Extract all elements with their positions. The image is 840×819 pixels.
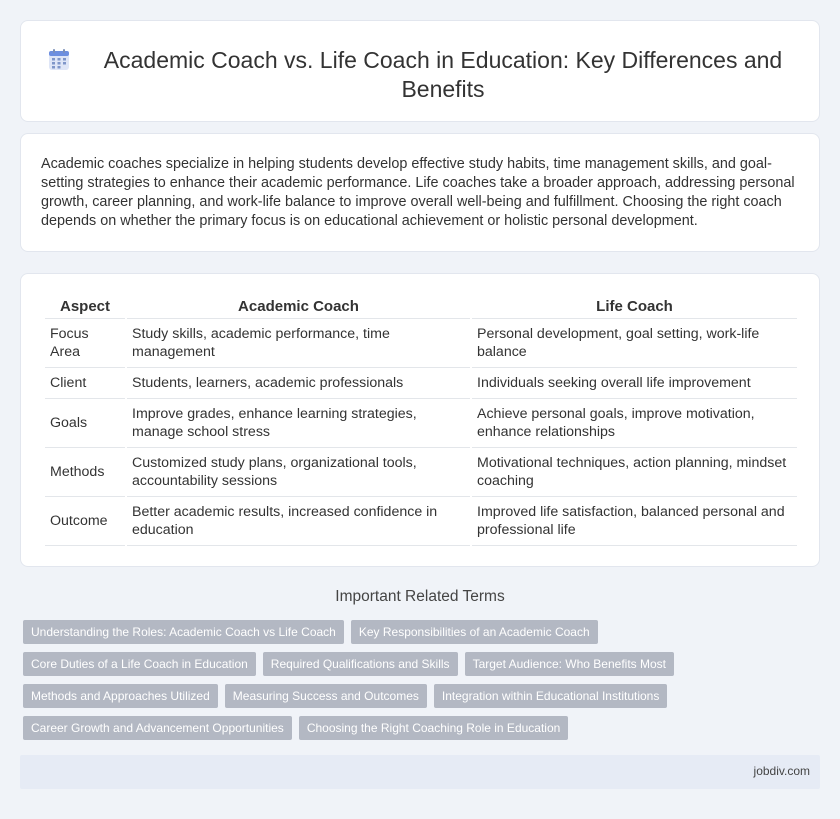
comparison-card — [20, 273, 820, 567]
table-row — [45, 448, 797, 497]
related-term-tag[interactable]: Choosing the Right Coaching Role in Education — [299, 716, 569, 740]
calendar-icon — [47, 48, 71, 72]
aspect-cell: Client — [45, 368, 125, 399]
tag-row — [23, 716, 823, 740]
table-row — [45, 399, 797, 448]
life-coach-cell: Achieve personal goals, improve motivation, enhance relationships — [472, 399, 797, 448]
related-term-tag[interactable]: Methods and Approaches Utilized — [23, 684, 218, 708]
academic-coach-cell: Customized study plans, organizational tools, accountability sessions — [127, 448, 470, 497]
tag-row — [23, 684, 823, 708]
tag-row — [23, 652, 823, 676]
intro-card — [20, 133, 820, 252]
header-life-coach: Life Coach — [472, 295, 797, 319]
tag-row — [23, 620, 823, 644]
life-coach-cell: Individuals seeking overall life improvement — [472, 368, 797, 399]
related-term-tag[interactable]: Career Growth and Advancement Opportunities — [23, 716, 292, 740]
comparison-table — [43, 295, 799, 546]
intro-paragraph: Academic coaches specialize in helping students develop effective study habits, time management skills, and goal-setting strategies to enhance their academic performance. Life coaches take a broader approach, addressing personal growth, career planning, and work-life balance to improve overall well-being and fulfillment. Choosing the right coach depends on whether the primary focus is on educational achievement or holistic personal development. — [41, 156, 795, 229]
related-term-tag[interactable]: Measuring Success and Outcomes — [225, 684, 427, 708]
related-terms-title: Important Related Terms — [335, 588, 505, 605]
related-term-tag[interactable]: Required Qualifications and Skills — [263, 652, 458, 676]
header-academic-coach: Academic Coach — [127, 295, 470, 319]
academic-coach-cell: Improve grades, enhance learning strategies, manage school stress — [127, 399, 470, 448]
related-term-tag[interactable]: Key Responsibilities of an Academic Coach — [351, 620, 598, 644]
academic-coach-cell: Study skills, academic performance, time management — [127, 319, 470, 368]
table-header-row — [45, 295, 797, 319]
page-title: Academic Coach vs. Life Coach in Education: Key Differences and Benefits — [103, 47, 783, 102]
life-coach-cell: Improved life satisfaction, balanced personal and professional life — [472, 497, 797, 546]
table-row — [45, 497, 797, 546]
related-terms-list — [23, 620, 823, 748]
table-row — [45, 368, 797, 399]
related-term-tag[interactable]: Integration within Educational Institutions — [434, 684, 667, 708]
related-term-tag[interactable]: Target Audience: Who Benefits Most — [465, 652, 674, 676]
academic-coach-cell: Better academic results, increased confidence in education — [127, 497, 470, 546]
aspect-cell: Focus Area — [45, 319, 125, 368]
aspect-cell: Goals — [45, 399, 125, 448]
footer-site-link[interactable]: jobdiv.com — [753, 764, 810, 778]
life-coach-cell: Motivational techniques, action planning, mindset coaching — [472, 448, 797, 497]
table-row — [45, 319, 797, 368]
aspect-cell: Outcome — [45, 497, 125, 546]
aspect-cell: Methods — [45, 448, 125, 497]
life-coach-cell: Personal development, goal setting, work-life balance — [472, 319, 797, 368]
related-term-tag[interactable]: Core Duties of a Life Coach in Education — [23, 652, 256, 676]
header-card — [20, 20, 820, 122]
academic-coach-cell: Students, learners, academic professionals — [127, 368, 470, 399]
related-term-tag[interactable]: Understanding the Roles: Academic Coach vs Life Coach — [23, 620, 344, 644]
footer-bar — [20, 755, 820, 789]
header-aspect: Aspect — [45, 295, 125, 319]
